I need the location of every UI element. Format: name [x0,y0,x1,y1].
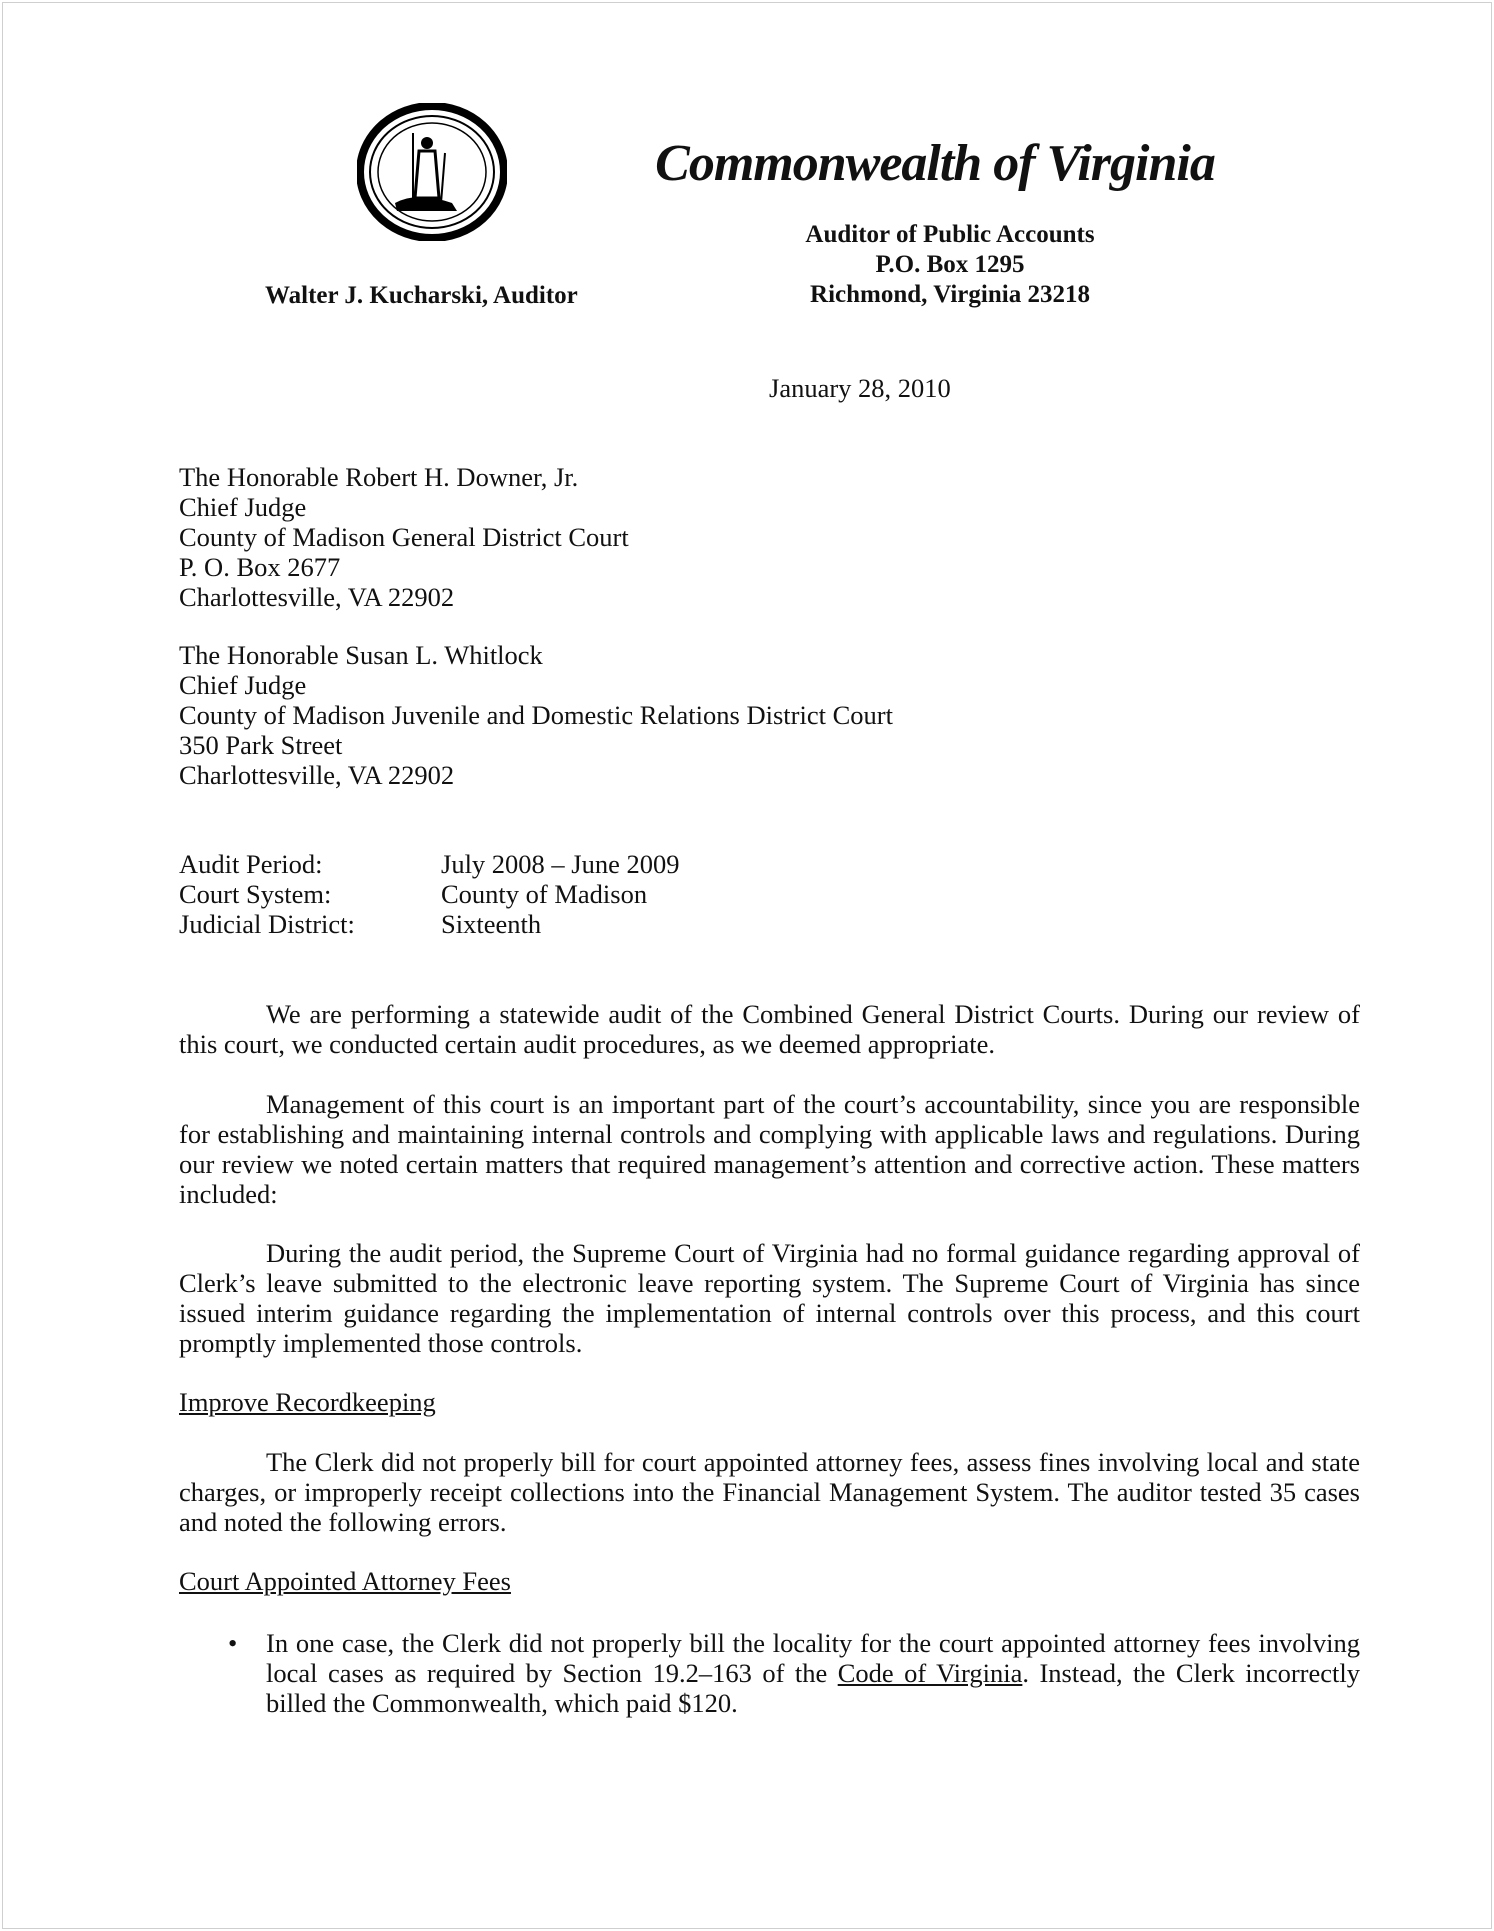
audit-label: Court System: [179,879,332,909]
recipient-address [179,640,893,790]
address-line: P. O. Box 2677 [179,552,341,582]
address-line: Charlottesville, VA 22902 [179,582,455,612]
letterhead-title: Commonwealth of Virginia [655,135,1215,192]
bullet-text: In one case, the Clerk did not properly bill the locality for the court appointed attorney fees involving local cases as required by Section 19.2–163 of the [266,1628,1360,1688]
address-line: The Honorable Susan L. Whitlock [179,640,543,670]
audit-value: July 2008 – June 2009 [441,849,680,879]
office-name: Auditor of Public Accounts [805,221,1095,248]
virginia-seal-logo [357,103,507,241]
recipient-address [179,462,629,612]
bullet-item [266,1628,1360,1718]
audit-value: County of Madison [441,879,648,909]
audit-label: Audit Period: [179,849,323,879]
audit-info [179,849,680,939]
auditor-name: Walter J. Kucharski, Auditor [265,282,578,309]
address-line: The Honorable Robert H. Downer, Jr. [179,462,579,492]
office-city: Richmond, Virginia 23218 [810,281,1090,308]
audit-value: Sixteenth [441,909,542,939]
body-paragraph: The Clerk did not properly bill for court appointed attorney fees, assess fines involving local and state charges, or improperly receipt collections into the Financial Management System. The auditor tested 35 cases and noted the following errors. [179,1447,1360,1537]
body-paragraph: We are performing a statewide audit of the Combined General District Courts. During our review of this court, we conducted certain audit procedures, as we deemed appropriate. [179,999,1360,1059]
office-address [700,220,1200,310]
body-paragraph: During the audit period, the Supreme Court of Virginia had no formal guidance regarding approval of Clerk’s leave submitted to the electronic leave reporting system. The Supreme Court of Virginia has since issued interim guidance regarding the implementation of internal controls over this process, and this court promptly implemented those controls. [179,1238,1360,1358]
address-line: Chief Judge [179,670,307,700]
address-line: Chief Judge [179,492,307,522]
body-paragraph: Management of this court is an important part of the court’s accountability, since you are responsible for establishing and maintaining internal controls and complying with applicable laws and regulations. During our review we noted certain matters that required management’s attention and corrective action. These matters included: [179,1089,1360,1209]
code-of-virginia-reference: Code of Virginia [837,1658,1023,1688]
address-line: County of Madison General District Court [179,522,629,552]
address-line: County of Madison Juvenile and Domestic Relations District Court [179,700,893,730]
letter-date: January 28, 2010 [769,373,951,403]
bullet-icon: • [228,1628,238,1658]
audit-label: Judicial District: [179,909,355,939]
bullet-text: . Instead, the Clerk incorrectly billed the Commonwealth, which paid $120. [266,1658,1360,1718]
address-line: 350 Park Street [179,730,343,760]
address-line: Charlottesville, VA 22902 [179,760,455,790]
section-heading: Court Appointed Attorney Fees [179,1566,511,1596]
office-po-box: P.O. Box 1295 [875,251,1025,278]
section-heading: Improve Recordkeeping [179,1387,436,1417]
